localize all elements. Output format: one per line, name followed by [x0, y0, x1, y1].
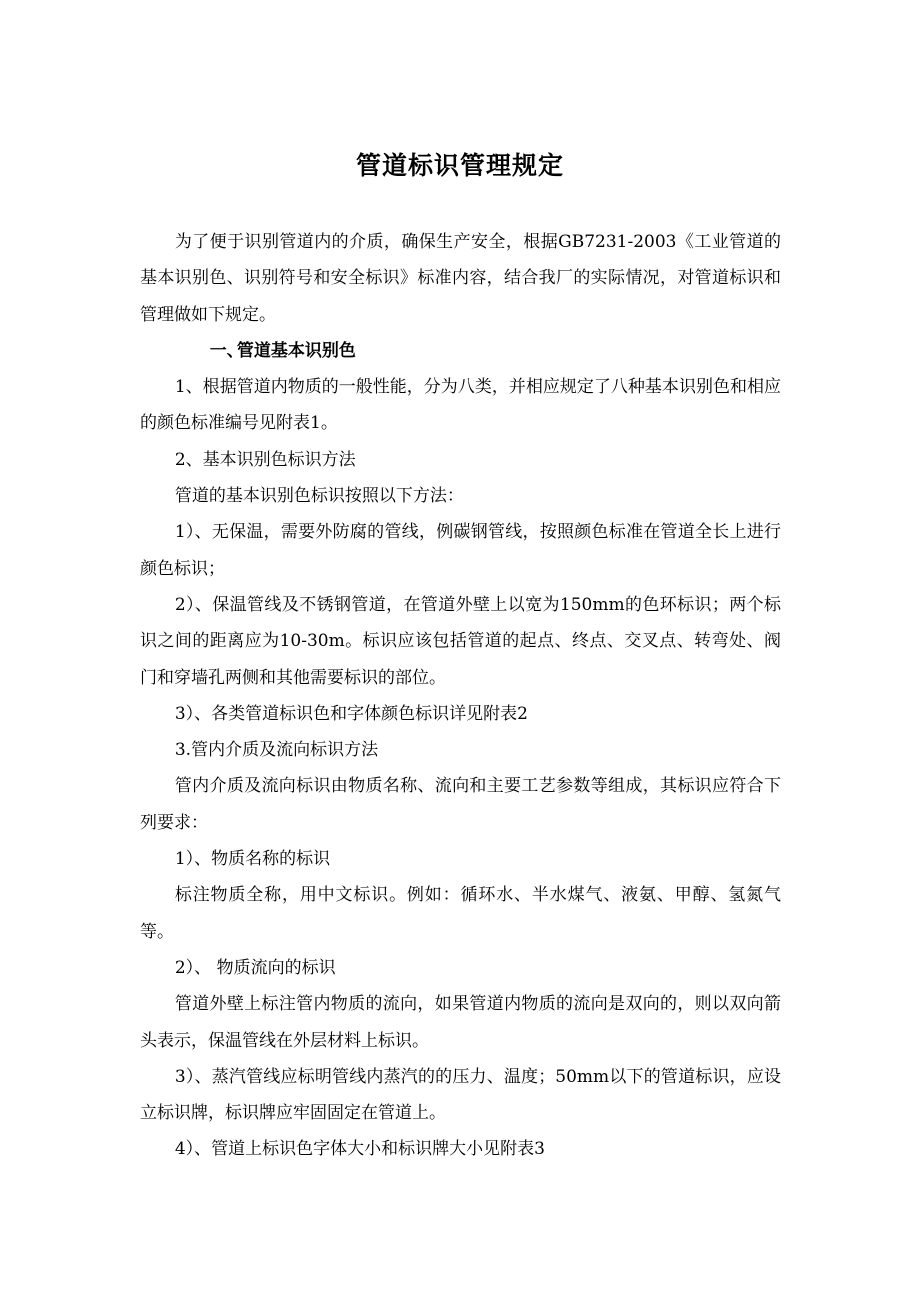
paragraph: 3）、蒸汽管线应标明管线内蒸汽的的压力、温度；50mm以下的管道标识，应设立标识牌，标识牌应牢固固定在管道上。 [140, 1066, 781, 1124]
paragraph: 2、基本识别色标识方法 [174, 449, 356, 470]
paragraph: 3）、各类管道标识色和字体颜色标识详见附表2 [174, 703, 528, 724]
paragraph: 管内介质及流向标识由物质名称、流向和主要工艺参数等组成，其标识应符合下列要求： [140, 776, 781, 833]
paragraph: 1）、物质名称的标识 [174, 849, 331, 870]
document-body [140, 224, 781, 1168]
section-heading [140, 333, 781, 369]
paragraph: 2）、 物质流向的标识 [174, 957, 336, 978]
paragraph: 管道外壁上标注管内物质的流向，如果管道内物质的流向是双向的，则以双向箭头表示，保温管线在外层材料上标识。 [140, 994, 781, 1051]
section-title: 管道基本识别色 [236, 340, 356, 361]
paragraph: 1）、无保温，需要外防腐的管线，例碳钢管线，按照颜色标准在管道全长上进行颜色标识； [140, 522, 781, 579]
section-number: 一、 [209, 340, 244, 361]
paragraph: 3.管内介质及流向标识方法 [174, 740, 379, 761]
document-title: 管道标识管理规定 [355, 151, 564, 180]
paragraph: 2）、保温管线及不锈钢管道，在管道外壁上以宽为150mm的色环标识；两个标识之间的距离应为10-30m。标识应该包括管道的起点、终点、交叉点、转弯处、阀门和穿墙孔两侧和其他需要标识的部位。 [140, 594, 781, 688]
paragraph: 标注物质全称，用中文标识。例如：循环水、半水煤气、液氨、甲醇、氢氮气等。 [140, 885, 781, 942]
paragraph: 4）、管道上标识色字体大小和标识牌大小见附表3 [174, 1139, 545, 1160]
paragraph: 1、根据管道内物质的一般性能，分为八类，并相应规定了八种基本识别色和相应的颜色标准编号见附表1。 [140, 377, 781, 434]
paragraph: 管道的基本识别色标识按照以下方法： [174, 486, 464, 507]
intro-paragraph: 为了便于识别管道内的介质，确保生产安全，根据GB7231-2003《工业管道的基本识别色、识别符号和安全标识》标准内容，结合我厂的实际情况，对管道标识和管理做如下规定。 [140, 232, 781, 325]
